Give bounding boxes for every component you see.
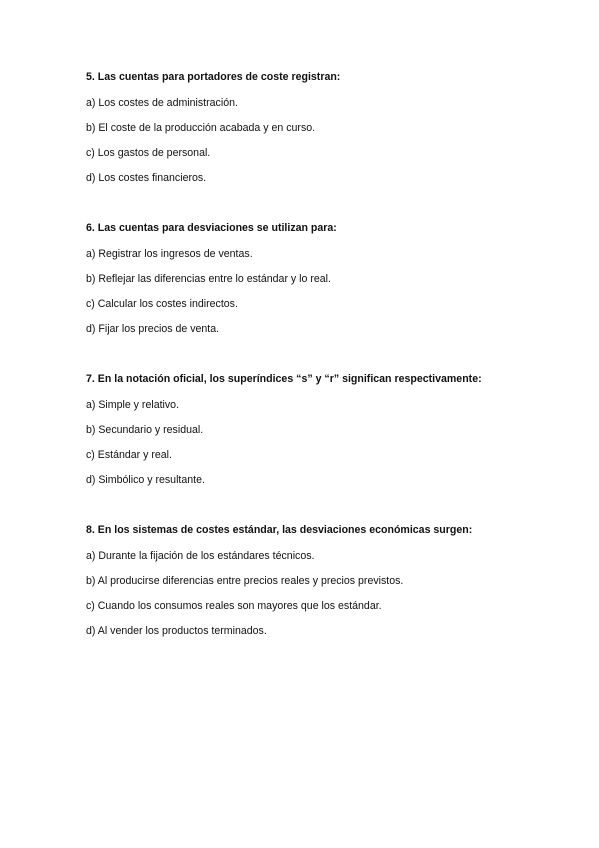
answer-option-a: a) Simple y relativo.	[86, 399, 180, 411]
question-7	[86, 372, 546, 487]
answer-option-a: a) Los costes de administración.	[86, 97, 238, 109]
question-title: 7. En la notación oficial, los superíndices “s” y “r” significan respectivamente:	[86, 373, 482, 385]
answer-option-d: d) Al vender los productos terminados.	[86, 625, 267, 637]
answer-option-a: a) Registrar los ingresos de ventas.	[86, 248, 253, 260]
question-title: 5. Las cuentas para portadores de coste registran:	[86, 71, 341, 83]
answer-option-c: c) Calcular los costes indirectos.	[86, 298, 238, 310]
answer-option-b: b) Secundario y residual.	[86, 424, 204, 436]
question-8	[86, 523, 546, 638]
question-title: 6. Las cuentas para desviaciones se utilizan para:	[86, 222, 337, 234]
answer-option-b: b) Al producirse diferencias entre precios reales y precios previstos.	[86, 575, 404, 587]
answer-option-d: d) Fijar los precios de venta.	[86, 323, 220, 335]
question-title: 8. En los sistemas de costes estándar, las desviaciones económicas surgen:	[86, 524, 473, 536]
answer-option-d: d) Los costes financieros.	[86, 172, 207, 184]
question-6	[86, 221, 546, 336]
question-5	[86, 70, 546, 185]
answer-option-d: d) Simbólico y resultante.	[86, 474, 205, 486]
answer-option-c: c) Cuando los consumos reales son mayores que los estándar.	[86, 600, 382, 612]
answer-option-a: a) Durante la fijación de los estándares técnicos.	[86, 550, 315, 562]
answer-option-c: c) Estándar y real.	[86, 449, 172, 461]
answer-option-b: b) El coste de la producción acabada y en curso.	[86, 122, 316, 134]
answer-option-c: c) Los gastos de personal.	[86, 147, 211, 159]
answer-option-b: b) Reflejar las diferencias entre lo estándar y lo real.	[86, 273, 331, 285]
